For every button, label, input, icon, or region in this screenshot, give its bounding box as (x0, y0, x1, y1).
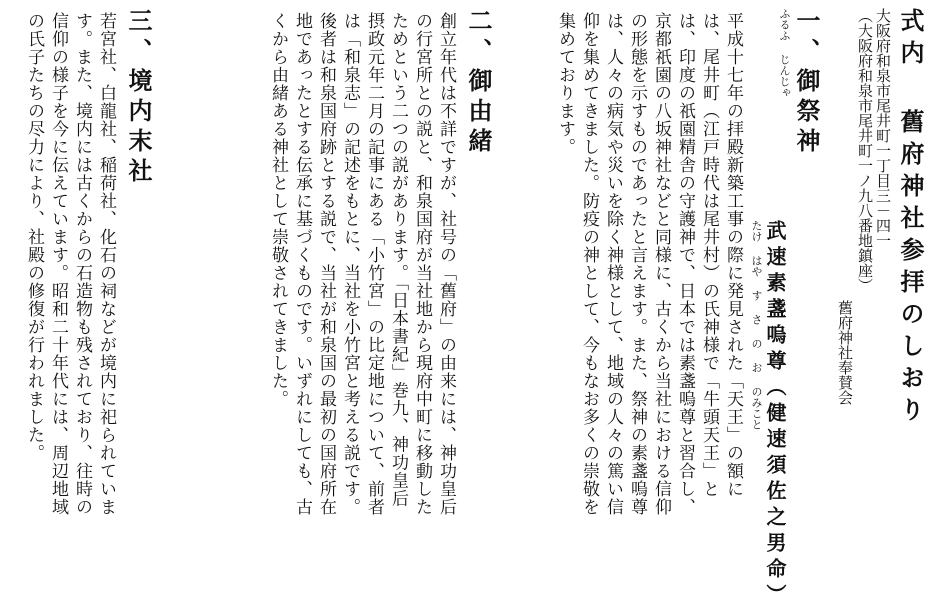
page-title: 式内 舊府神社参拝のしおり (896, 8, 925, 429)
address-line: 大阪府和泉市尾井町一丁目三－四一 (874, 8, 892, 248)
section-body-3 (8, 12, 118, 524)
section-text: 創立年代は不詳ですが、社号の「舊府」の由来には、神功皇后の行宮所との説と、和泉国府が当社地から現府中町に移動したためという二つの説があります。「日本書紀」巻九、神功皇后摂政元年二月の記事にある「小竹宮」の比定地について、前者は「和泉志」の記述をもとに、当社を小竹宮と考える説です。後者は和泉国府跡とする説で、当社が和泉国の最初の国府所在地であったとする伝承に基づくものです。いずれにしても、古くから由緒ある神社として崇敬されてきました。 (268, 12, 456, 516)
section-heading-2: 二、御由緒 (464, 8, 493, 158)
address-line: （大阪府和泉市尾井町一ノ九八番地鎮座） (856, 8, 874, 293)
section-heading-3: 三、境内末社 (124, 8, 153, 188)
deity-ruby: たけ はや す さ の お のみこと (750, 220, 763, 430)
section-heading-1: 一、御祭神 (792, 8, 821, 158)
deity-name: 武速素盞嗚尊（健速須佐之男命） (763, 220, 787, 610)
section-text: 平成十七年の拝殿新築工事の際に発見された「天王」の額には、尾井町（江戸時代は尾井村）の氏神様で「牛頭天王」とは、印度の祇園精舎の守護神で、日本では素盞嗚尊と習合し、京都祇園の八坂神社などと同様に、古くから当社における信仰の形態を示すものであったと言えます。また、祭神の素盞嗚尊は、人々の病気や災いを除く神様として、地域の人々の篤い信仰を集めてきました。防疫の神として、今もなお多くの崇敬を集めております。 (555, 12, 743, 516)
association-name: 舊府神社奉賛会 (836, 300, 854, 405)
section-text: 若宮社、白龍社、稲荷社、化石の祠などが境内に祀られています。また、境内には古くからの石造物も残されており、往時の信仰の様子を今に伝えています。昭和二十年代には、周辺地域の氏子たちの尽力により、社殿の修復が行われました。 (24, 12, 116, 516)
section-body-2 (168, 12, 458, 524)
section-body-1 (505, 12, 745, 524)
section-ruby-1: ふるふ じんじゃ (778, 8, 791, 98)
